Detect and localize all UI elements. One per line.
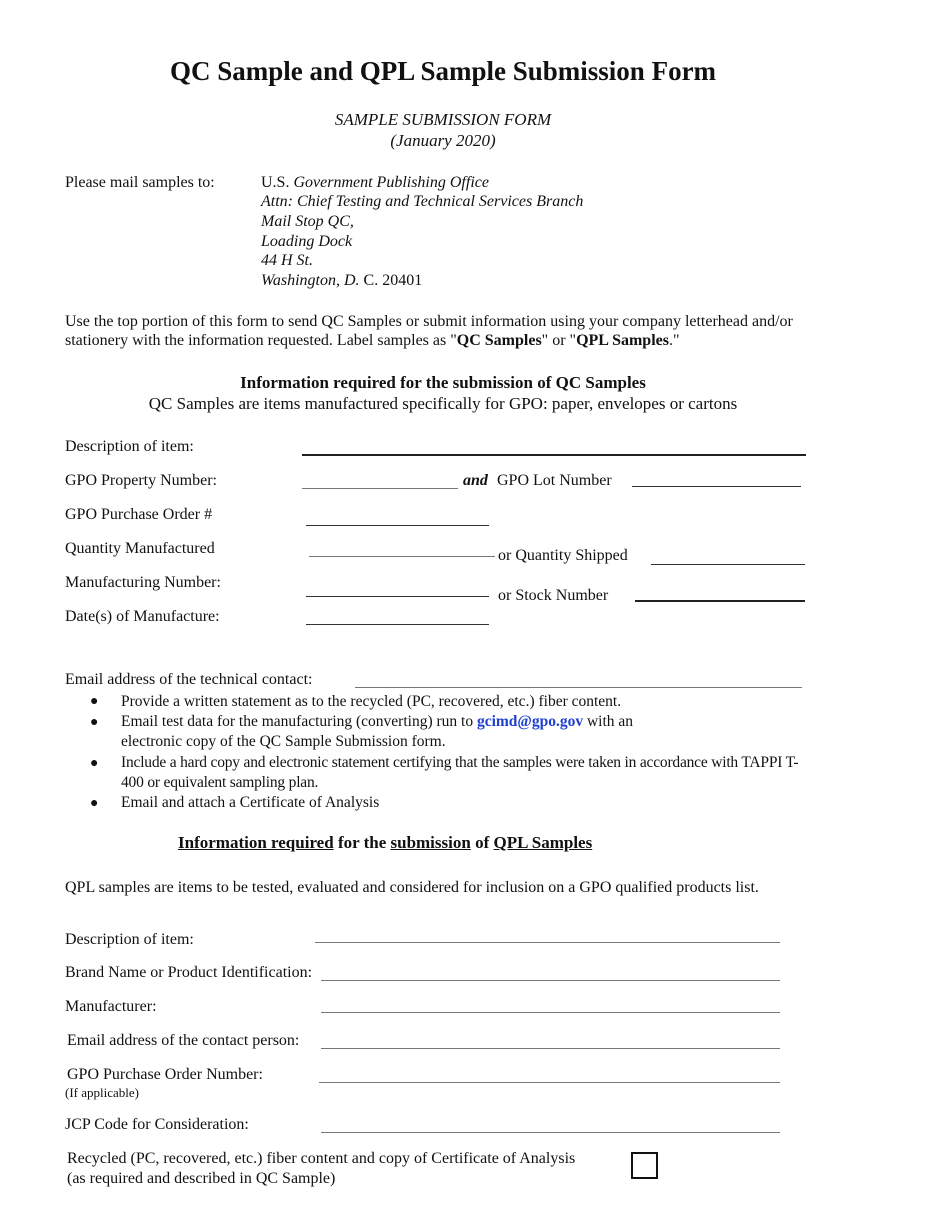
mail-stop: Mail Stop QC,	[261, 213, 354, 230]
bullet-2	[121, 712, 821, 752]
intro-end: ."	[668, 332, 680, 349]
qc-qty-shipped-label: or Quantity Shipped	[498, 547, 628, 564]
intro-qpl: QPL Samples	[576, 332, 669, 349]
mail-city	[261, 272, 422, 290]
bullet-3: Include a hard copy and electronic statement certifying that the samples were taken in accordance with TAPPI T-400 or equivalent sampling plan.	[121, 754, 799, 791]
bullet-dot: ●	[90, 796, 99, 811]
qc-stock-label: or Stock Number	[498, 587, 609, 604]
qpl-po-label: GPO Purchase Order Number:	[67, 1066, 263, 1083]
qpl-po-field[interactable]	[319, 1082, 780, 1083]
recycled-checkbox[interactable]	[631, 1152, 658, 1179]
bullet-4: Email and attach a Certificate of Analysis	[121, 794, 380, 811]
qpl-po-note: (If applicable)	[65, 1085, 139, 1100]
qpl-recycled-note: (as required and described in QC Sample)	[67, 1170, 336, 1187]
intro-paragraph	[65, 312, 825, 350]
bullet-dot: ●	[90, 694, 99, 709]
qc-stock-field[interactable]	[635, 600, 805, 602]
qpl-brand-label: Brand Name or Product Identification:	[65, 964, 313, 981]
mail-city-a: Washington, D.	[261, 272, 360, 289]
mail-gpo: Government Publishing Office	[293, 174, 489, 191]
qc-description-field[interactable]	[302, 454, 806, 456]
qpl-description-label: Description of item:	[65, 931, 194, 948]
mail-us: U.S.	[261, 174, 290, 191]
form-subtitle: SAMPLE SUBMISSION FORM	[334, 110, 552, 129]
qc-mfg-number-label: Manufacturing Number:	[65, 574, 221, 591]
qpl-h-info: Information required	[178, 833, 334, 852]
qpl-description-field[interactable]	[315, 942, 780, 943]
bullet-1: Provide a written statement as to the recycled (PC, recovered, etc.) fiber content.	[121, 693, 622, 710]
qpl-brand-field[interactable]	[321, 980, 780, 981]
mail-attn: Attn: Chief Testing and Technical Services Branch	[261, 193, 584, 210]
qc-po-label: GPO Purchase Order #	[65, 506, 213, 523]
qpl-description: QPL samples are items to be tested, evaluated and considered for inclusion on a GPO qualified products list.	[65, 879, 759, 896]
page-title: QC Sample and QPL Sample Submission Form	[169, 56, 717, 86]
qc-qty-shipped-field[interactable]	[651, 564, 805, 565]
qpl-email-field[interactable]	[321, 1048, 780, 1049]
qc-description-label: Description of item:	[65, 438, 194, 455]
qpl-recycled-label: Recycled (PC, recovered, etc.) fiber content and copy of Certificate of Analysis	[67, 1150, 576, 1167]
qpl-manufacturer-label: Manufacturer:	[65, 998, 157, 1015]
qc-dates-field[interactable]	[306, 624, 489, 625]
qc-desc-a: QC Samples	[148, 394, 235, 413]
qc-description	[0, 394, 886, 414]
qpl-heading	[178, 833, 592, 853]
qc-lot-field[interactable]	[632, 486, 801, 487]
intro-mid: " or "	[541, 332, 577, 349]
qpl-h-qpl: QPL Samples	[493, 833, 593, 852]
form-date: (January 2020)	[390, 131, 496, 150]
mail-city-b: C. 20401	[363, 272, 423, 289]
qpl-jcp-label: JCP Code for Consideration:	[65, 1116, 249, 1133]
qc-email-label: Email address of the technical contact:	[65, 671, 313, 688]
bullet-2-b: with an	[583, 713, 634, 730]
bullet-2-c: electronic copy of the QC Sample Submission form.	[121, 733, 446, 750]
bullet-dot: ●	[90, 715, 99, 730]
mail-street: 44 H St.	[261, 252, 313, 269]
qc-lot-label: GPO Lot Number	[497, 472, 612, 489]
qc-property-label: GPO Property Number:	[65, 472, 217, 489]
qpl-manufacturer-field[interactable]	[321, 1012, 780, 1013]
qpl-h-sub: submission	[390, 833, 471, 852]
qc-and-text: and	[463, 472, 488, 489]
qpl-jcp-field[interactable]	[321, 1132, 780, 1133]
qc-property-field[interactable]	[302, 488, 458, 489]
intro-qc: QC Samples	[456, 332, 542, 349]
bullet-2-a: Email test data for the manufacturing (converting) run to	[121, 713, 477, 730]
qc-email-field[interactable]	[355, 687, 802, 688]
contact-email-link[interactable]: gcimd@gpo.gov	[476, 713, 584, 730]
qpl-h-for: for the	[333, 833, 391, 852]
qpl-email-label: Email address of the contact person:	[67, 1032, 300, 1049]
mail-dock: Loading Dock	[261, 233, 353, 250]
qc-dates-label: Date(s) of Manufacture:	[65, 608, 220, 625]
bullet-dot: ●	[90, 756, 99, 771]
qc-mfg-number-field[interactable]	[306, 596, 489, 597]
qc-heading: Information required for the submission of QC Samples	[240, 373, 646, 392]
intro-text: Use the top portion of this form to send QC Samples or submit information using your company letterhead and/or stationery with the information requested. Label samples as "	[65, 313, 793, 349]
qc-po-field[interactable]	[306, 525, 489, 526]
mail-address-line-1	[261, 174, 489, 192]
qc-qty-mfg-label: Quantity Manufactured	[65, 540, 215, 557]
qc-qty-mfg-field[interactable]	[309, 556, 495, 557]
qc-desc-b: are items manufactured specifically for GPO: paper, envelopes or cartons	[234, 394, 738, 413]
qpl-h-of: of	[470, 833, 494, 852]
mail-label: Please mail samples to:	[65, 174, 215, 191]
